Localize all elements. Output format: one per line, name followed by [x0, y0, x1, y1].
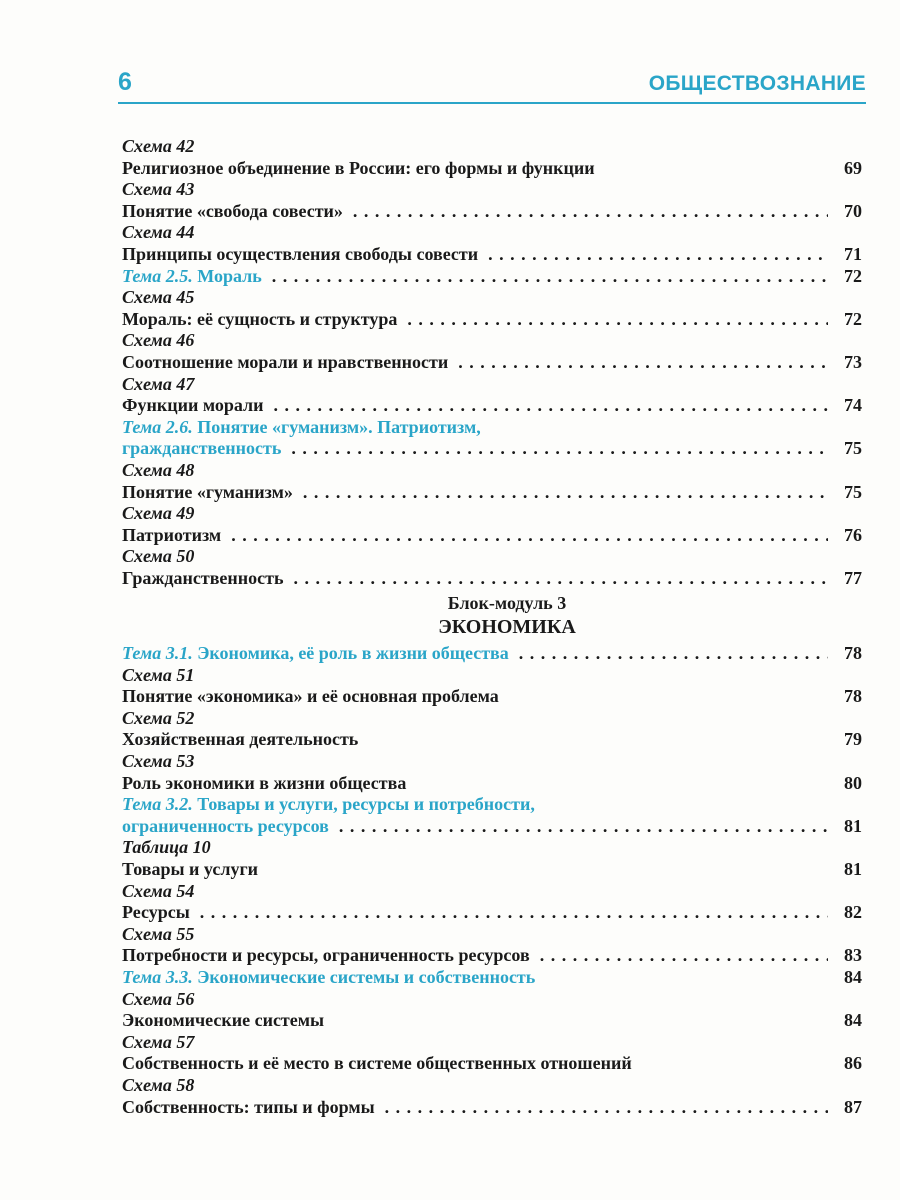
- page-header: [118, 66, 866, 106]
- entry-title: Собственность и её место в системе общественных отношений: [122, 1053, 632, 1074]
- page-ref: 79: [844, 729, 862, 750]
- page-ref: 86: [844, 1053, 862, 1074]
- schema-label: Схема 57: [122, 1031, 195, 1052]
- toc-entry[interactable]: [122, 568, 862, 590]
- page-ref: 71: [844, 243, 862, 264]
- toc-entry[interactable]: [122, 525, 862, 547]
- toc-entry[interactable]: [122, 482, 862, 504]
- topic-name-cont: гражданственность: [122, 438, 282, 459]
- page-ref: 82: [844, 902, 862, 923]
- topic-entry-line1[interactable]: [122, 417, 862, 439]
- dot-leader: [231, 525, 828, 547]
- page-ref: 72: [844, 308, 862, 329]
- entry-title: Собственность: типы и формы: [122, 1096, 375, 1117]
- page-ref: 84: [844, 1010, 862, 1031]
- topic-title: [122, 643, 509, 665]
- schema-label: Схема 42: [122, 136, 195, 156]
- topic-name: Мораль: [197, 265, 262, 286]
- toc-entry[interactable]: [122, 773, 862, 795]
- page-ref: 74: [844, 395, 862, 416]
- topic-title: [122, 266, 262, 288]
- table-label: Таблица 10: [122, 837, 211, 858]
- toc-entry[interactable]: [122, 352, 862, 374]
- schema-label: Схема 58: [122, 1074, 195, 1095]
- toc-entry[interactable]: [122, 945, 862, 967]
- topic-title: [122, 417, 481, 439]
- topic-name-cont: ограниченность ресурсов: [122, 815, 329, 836]
- topic-name: Экономика, её роль в жизни общества: [197, 643, 509, 664]
- entry-title: Товары и услуги: [122, 859, 258, 879]
- page-ref: 70: [844, 200, 862, 221]
- schema-label: Схема 54: [122, 880, 195, 901]
- topic-name: Понятие «гуманизм». Патриотизм,: [197, 416, 481, 437]
- page-ref: 76: [844, 524, 862, 545]
- entry-title: Роль экономики в жизни общества: [122, 772, 407, 793]
- toc-entry[interactable]: [122, 902, 862, 924]
- page-ref: 69: [844, 157, 862, 178]
- table-of-contents: [122, 136, 862, 1118]
- topic-title: [122, 967, 535, 989]
- page-ref: 73: [844, 351, 862, 372]
- page-ref: 75: [844, 481, 862, 502]
- dot-leader: [385, 1097, 828, 1119]
- page-ref: 80: [844, 772, 862, 793]
- entry-title: Соотношение морали и нравственности: [122, 351, 449, 372]
- page-ref: 84: [844, 966, 862, 987]
- topic-number: Тема 3.3.: [122, 966, 193, 987]
- dot-leader: [353, 201, 828, 223]
- page-ref: 72: [844, 265, 862, 286]
- topic-name: Товары и услуги, ресурсы и потребности,: [197, 794, 535, 815]
- toc-entry[interactable]: [122, 686, 862, 708]
- schema-label: Схема 53: [122, 751, 195, 772]
- dot-leader: [272, 266, 828, 288]
- toc-entry[interactable]: [122, 244, 862, 266]
- topic-entry-line2[interactable]: [122, 816, 862, 838]
- dot-leader: [200, 902, 828, 924]
- entry-title: Экономические системы: [122, 1010, 325, 1031]
- schema-label: Схема 50: [122, 546, 195, 567]
- topic-entry[interactable]: [122, 967, 862, 989]
- dot-leader: [488, 244, 828, 266]
- block-module-title: ЭКОНОМИКА: [438, 616, 576, 639]
- page-ref: 78: [844, 643, 862, 664]
- dot-leader: [540, 945, 828, 967]
- entry-title: Гражданственность: [122, 567, 284, 588]
- toc-entry[interactable]: [122, 1097, 862, 1119]
- schema-label: Схема 48: [122, 459, 195, 480]
- entry-title: Хозяйственная деятельность: [122, 729, 359, 750]
- toc-entry[interactable]: [122, 309, 862, 331]
- toc-entry[interactable]: [122, 1053, 862, 1075]
- running-title: ОБЩЕСТВОЗНАНИЕ: [648, 72, 866, 95]
- topic-number: Тема 2.5.: [122, 265, 193, 286]
- topic-entry-line2[interactable]: [122, 438, 862, 460]
- topic-number: Тема 3.1.: [122, 643, 193, 664]
- dot-leader: [291, 438, 828, 460]
- header-rule: [118, 102, 866, 104]
- toc-entry[interactable]: [122, 1010, 862, 1032]
- schema-label: Схема 51: [122, 664, 195, 685]
- entry-title: Принципы осуществления свободы совести: [122, 243, 479, 264]
- entry-title: Понятие «свобода совести»: [122, 200, 343, 221]
- dot-leader: [294, 568, 829, 590]
- page-ref: 75: [844, 438, 862, 459]
- schema-label: Схема 55: [122, 923, 195, 944]
- dot-leader: [339, 816, 828, 838]
- topic-name: Экономические системы и собственность: [197, 966, 536, 987]
- dot-leader: [407, 309, 828, 331]
- topic-title: [122, 794, 535, 816]
- entry-title: Потребности и ресурсы, ограниченность ресурсов: [122, 945, 530, 966]
- toc-entry[interactable]: [122, 859, 862, 881]
- entry-title: Функции морали: [122, 395, 264, 416]
- page-ref: 81: [844, 859, 862, 879]
- schema-label: Схема 44: [122, 222, 195, 243]
- dot-leader: [458, 352, 828, 374]
- schema-label: Схема 52: [122, 707, 195, 728]
- schema-label: Схема 43: [122, 179, 195, 200]
- schema-label: Схема 47: [122, 373, 195, 394]
- page-number: 6: [118, 68, 132, 96]
- topic-entry-line1[interactable]: [122, 794, 862, 816]
- toc-entry[interactable]: [122, 201, 862, 223]
- page-ref: 87: [844, 1096, 862, 1117]
- block-module-label: Блок-модуль 3: [447, 593, 567, 614]
- page-ref: 78: [844, 686, 862, 707]
- topic-entry[interactable]: [122, 643, 862, 665]
- entry-title: Ресурсы: [122, 902, 190, 923]
- schema-label: Схема 45: [122, 287, 195, 308]
- schema-label: Схема 56: [122, 988, 195, 1009]
- toc-entry[interactable]: [122, 158, 862, 180]
- toc-entry[interactable]: [122, 395, 862, 417]
- topic-entry[interactable]: [122, 266, 862, 288]
- entry-title: Мораль: её сущность и структура: [122, 308, 398, 329]
- toc-entry[interactable]: [122, 729, 862, 751]
- schema-label: Схема 49: [122, 503, 195, 524]
- topic-number: Тема 2.6.: [122, 416, 193, 437]
- topic-number: Тема 3.2.: [122, 794, 193, 815]
- page-ref: 81: [844, 815, 862, 836]
- page-ref: 83: [844, 945, 862, 966]
- entry-title: Патриотизм: [122, 524, 222, 545]
- schema-label: Схема 46: [122, 330, 195, 351]
- dot-leader: [519, 643, 828, 665]
- entry-title: Понятие «экономика» и её основная проблема: [122, 686, 499, 707]
- entry-title: Религиозное объединение в России: его формы и функции: [122, 157, 595, 178]
- dot-leader: [303, 482, 828, 504]
- entry-title: Понятие «гуманизм»: [122, 481, 293, 502]
- page-ref: 77: [844, 567, 862, 588]
- dot-leader: [273, 395, 828, 417]
